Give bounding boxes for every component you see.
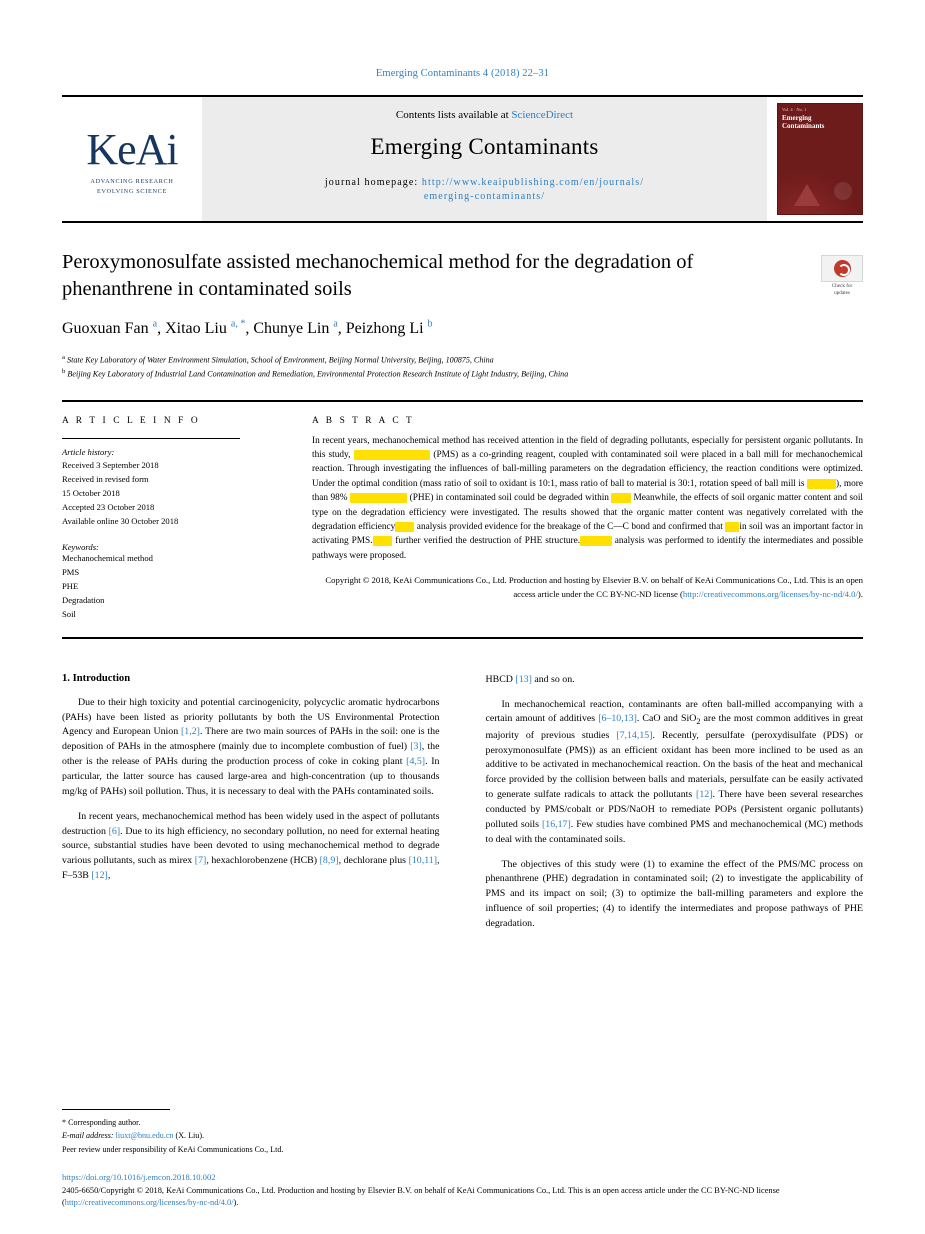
title-block [62,249,863,382]
running-head: Emerging Contaminants 4 (2018) 22–31 [375,68,550,79]
citation-link[interactable]: [4,5] [406,756,426,768]
article-history [62,446,272,530]
article-info-column [62,416,292,622]
paragraph: In mechanochemical reaction, contaminants are often ball-milled accompanying with a certain amount of additives [6–10,13]. CaO and SiO$_2$ are the most common additives in great majority of previous studies [7,14,15]. Recently, persulfate (peroxydisulfate (PDS) or peroxymonosulfate (PMS)) as an efficient oxidant has been more inclined to be used as an additive to be activated in mechanochemical reaction. On the basis of the heat and mechanical force provided by the collision between balls and materials, persulfate can be easily activated to generate sulfate radicals to attack the pollutants [12]. There have been several researches conducted by PMS/cobalt or PDS/NaOH to remediate POPs (Persistent organic pollutants) polluted soils [16,17]. Few studies have combined PMS and mechanochemical (MC) methods to deal with the contaminated soils. [485,698,863,845]
contents-label: Contents lists available at [395,109,509,121]
license-tail: ). [233,1198,239,1208]
sciencedirect-link[interactable]: ScienceDirect [511,109,574,121]
article-history-label: Article history: [62,446,115,457]
journal-title: Emerging Contaminants [370,134,599,159]
body-column-right [463,673,864,932]
abstract-heading: A B S T R A C T [312,415,415,426]
footnote-peer-review: Peer review under responsibility of KeAi Communications Co., Ltd. [62,1144,284,1154]
crossmark-line1: Check for [831,283,853,289]
divider-below-abstract [62,637,863,639]
keai-logo-tagline [90,177,173,196]
redacted-highlight [580,536,612,546]
redacted-highlight [807,479,836,489]
cover-title-text: Emerging Contaminants [782,114,825,131]
affiliations [62,353,863,381]
crossmark-line2: updates [834,289,850,296]
footnote-block [62,1109,454,1156]
body-column-left [62,673,463,932]
license-text: 2405-6650/Copyright © 2018, KeAi Communications Co., Ltd. Production and hosting by Elsevier B.V. on behalf of KeAi Communications Co., Ltd. This is an open access article under the CC BY-NC-ND license ( [62,1185,780,1208]
keyword-2: PHE [62,580,79,591]
citation-link[interactable]: [10,11] [408,855,438,867]
journal-cover-thumbnail [777,103,863,215]
citation-link[interactable]: [1,2] [181,726,200,738]
history-line-4: Available online 30 October 2018 [62,516,179,527]
page-title: Peroxymonosulfate assisted mechanochemical method for the degradation of phenanthrene in contaminated soils [62,251,694,301]
crossmark-icon [821,255,863,282]
citation-link[interactable]: [7,14,15] [616,729,653,741]
paragraph: In recent years, mechanochemical method has been widely used in the aspect of pollutants destruction [6]. Due to its high efficiency, no secondary pollution, no need for external heating source, substantial studies have been devoted to using mechanochemical method to degrade various pollutants, such as mirex [7], hexachlorobenzene (HCB) [8,9], dechlorane plus [10,11], F–53B [12], [62,810,440,882]
paragraph: The objectives of this study were (1) to examine the effect of the PMS/MC process on phenanthrene (PHE) degradation in contaminated soil; (2) to investigate the applicability of PMS and its impact on soil; (3) to optimize the ball-milling parameters and explore the influence of soil properties; (4) to identify the intermediates and propose pathways of PHE degradation. [485,858,863,930]
citation-link[interactable]: [6–10,13] [598,713,637,725]
journal-homepage [202,177,767,202]
section-heading-introduction: 1. Introduction [62,672,131,684]
affiliation-b-text: Beijing Key Laboratory of Industrial Land Contamination and Remediation, Environmental Protection Research Institute of Light Industry, Beijing, China [67,369,569,379]
footnote-email [62,1129,454,1142]
email-link[interactable]: liuxt@bnu.edu.cn [115,1131,174,1141]
redacted-highlight [373,536,393,546]
redacted-highlight [350,493,407,503]
author-names: Guoxuan Fan $^a$, Xitao Liu $^{a, *}$, Chunye Lin $^a$, Peizhong Li $^b$ [62,318,433,338]
homepage-url-continued[interactable]: emerging-contaminants/ [423,191,546,202]
crossmark-badge[interactable] [821,255,863,299]
history-line-0: Received 3 September 2018 [62,460,159,471]
email-label: E-mail address: [62,1131,114,1141]
cover-volume-text: Vol. 4 · No. 1 [782,107,807,112]
journal-masthead [62,95,863,223]
license-statement [62,1185,863,1210]
citation-link[interactable]: [8,9] [319,855,339,867]
history-line-2: 15 October 2018 [62,488,120,499]
body-columns [62,673,863,932]
info-abstract-region [62,416,863,622]
abstract-copyright-text: Copyright © 2018, KeAi Communications Co., Ltd. Production and hosting by Elsevier B.V. on behalf of KeAi Communications Co., Ltd. This is an open access article under the CC BY-NC-ND license ( [325,575,863,599]
keyword-1: PMS [62,566,80,577]
divider-above-abstract [62,400,863,402]
keyword-4: Soil [62,608,76,619]
redacted-highlight [395,522,414,532]
keywords-list [62,552,272,622]
keai-logo-wordmark: KeAi [86,125,178,175]
doi-link[interactable]: https://doi.org/10.1016/j.emcon.2018.10.002 [62,1171,216,1182]
keai-logo [62,97,202,221]
footnote-rule [62,1109,170,1110]
contents-available-line [202,109,767,121]
citation-link[interactable]: [3] [410,741,422,753]
author-list [62,318,863,340]
affiliation-a: $^a$ State Key Laboratory of Water Environment Simulation, School of Environment, Beijing Normal University, Beijing, 100875, China [62,354,494,365]
citation-link[interactable]: [12] [91,870,108,882]
masthead-center [202,97,767,221]
redacted-highlight [611,493,631,503]
homepage-url[interactable]: http://www.keaipublishing.com/en/journals/ [421,177,645,188]
abstract-column [292,416,863,622]
abstract-copyright [312,574,863,601]
paragraph: HBCD [13] and so on. [485,673,575,685]
citation-link[interactable]: [13] [515,673,532,685]
article-info-heading: A R T I C L E I N F O [62,415,201,426]
keai-tagline-line1: ADVANCING RESEARCH [90,178,174,186]
page-footer [62,1172,863,1210]
history-line-3: Accepted 23 October 2018 [62,502,155,513]
abstract-copyright-tail: ). [857,588,863,599]
affiliation-a-text: State Key Laboratory of Water Environment Simulation, School of Environment, Beijing Normal University, Beijing, 100875, China [67,355,494,365]
citation-link[interactable]: [16,17] [541,818,571,830]
keyword-3: Degradation [62,594,105,605]
affiliation-b: $^b$ Beijing Key Laboratory of Industrial Land Contamination and Remediation, Environmental Protection Research Institute of Light Industry, Beijing, China [62,368,569,379]
homepage-label: journal homepage: [324,177,419,188]
citation-link[interactable]: [7] [194,855,207,867]
redacted-highlight [354,450,431,460]
history-line-1: Received in revised form [62,474,149,485]
redacted-highlight [725,522,739,532]
keai-tagline-line2: EVOLVING SCIENCE [97,187,167,195]
footnote-corresponding: * Corresponding author. [62,1117,141,1127]
crossmark-circle-icon [834,260,851,277]
email-owner: (X. Liu). [175,1131,205,1141]
citation-link[interactable]: [6] [108,825,121,837]
abstract-text: In recent years, mechanochemical method has received attention in the field of degrading pollutants, especially for persistent organic pollutants. In this study, (PMS) as a co-grinding reagent, coupled with contaminated soil were placed in a ball mill for mechanochemical reaction. Through investigating the influences of ball-milling parameters on the degradation efficiency, the reaction conditions were optimized. Under the optimal condition (mass ratio of soil to oxidant is 10:1, mass ratio of ball to material is 30:1, rotation speed of ball mill is ), more than 98% (PHE) in contaminated soil could be degraded within Meanwhile, the effects of soil organic matter content and soil type on the degradation efficiency were investigated. The results showed that the organic matter content was negatively correlated with the degradation efficiency analysis provided evidence for the breakage of the C—C bond and confirmed that in soil was an important factor in activating PMS. further verified the destruction of PHE structure. analysis was performed to identify the intermediates and possible pathways were proposed. [312,435,864,561]
citation-link[interactable]: [12] [696,789,713,801]
keywords-label: Keywords: [62,542,99,553]
article-info-rule [62,438,240,439]
paragraph: Due to their high toxicity and potential carcinogenicity, polycyclic aromatic hydrocarbons (PAHs) have been listed as priority pollutants by both the US Environmental Protection Agency and European Union [1,2]. There are two main sources of PAHs in the soil: one is the deposition of PAHs in the atmosphere (mainly due to incomplete combustion of fuel) [3], the other is the release of PAHs during the production process of coke in coking plant [4,5]. In particular, the latter source has caused large-area and high-concentration (up to thousands mg/kg of PAHs) soil pollution. Thus, it is necessary to deal with the PAHs contaminated soils. [62,696,440,797]
cover-artwork [778,152,862,214]
abstract-license-link[interactable]: http://creativecommons.org/licenses/by-nc-nd/4.0/ [682,588,858,599]
crossmark-caption [821,283,863,297]
license-link[interactable]: http://creativecommons.org/licenses/by-nc-nd/4.0/ [64,1198,234,1208]
keyword-0: Mechanochemical method [62,553,153,564]
